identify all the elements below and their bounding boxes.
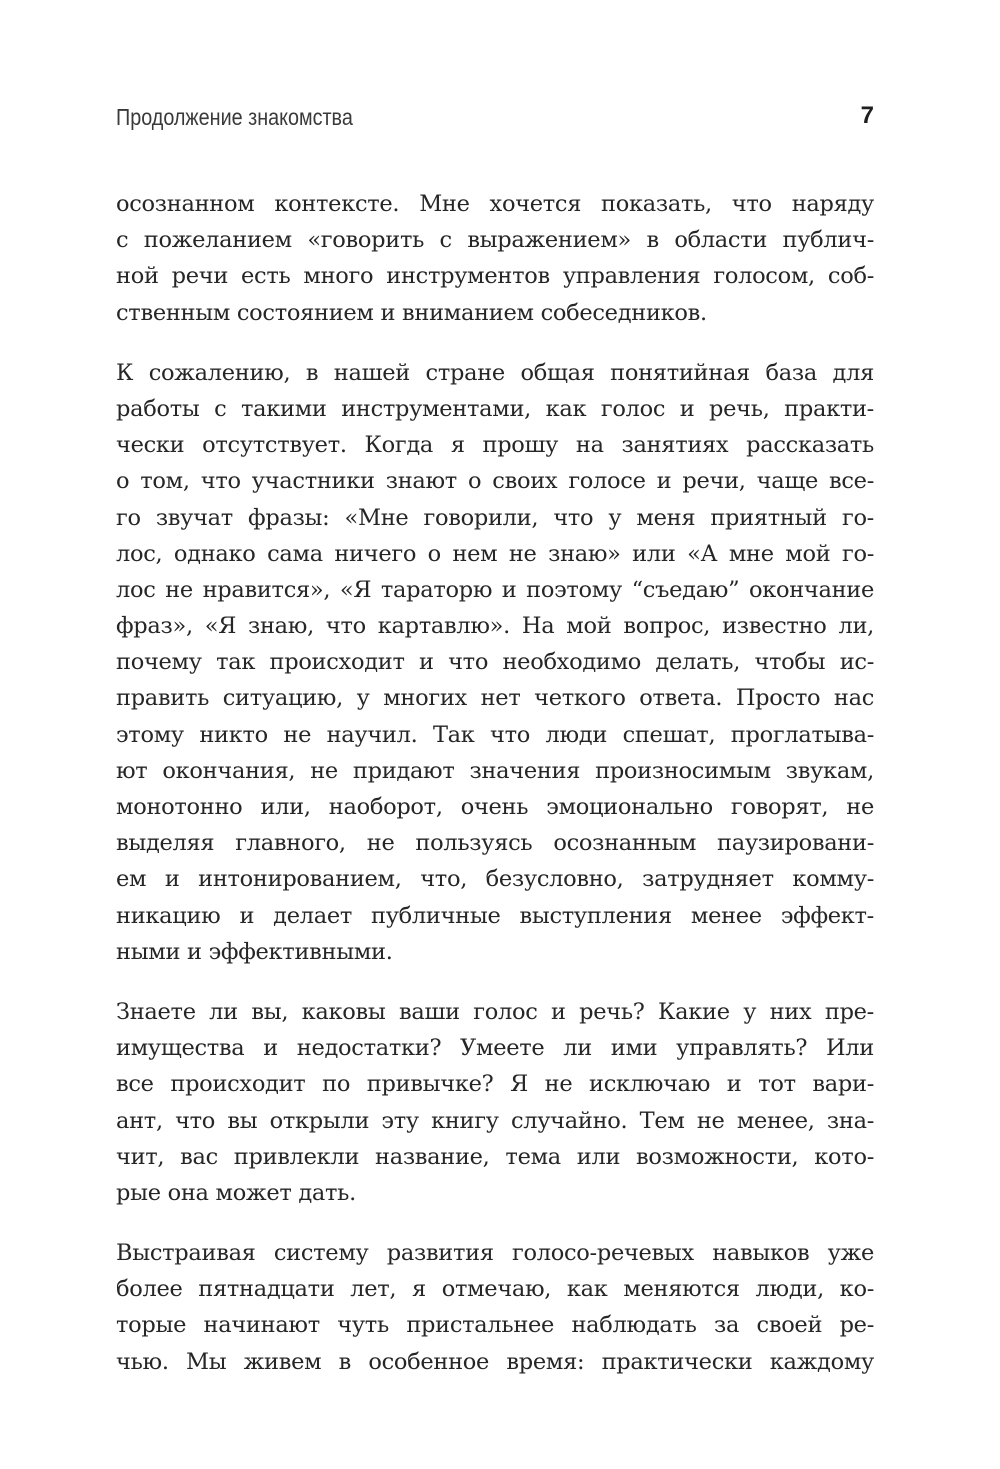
text-line: фраз», «Я знаю, что картавлю». На мой вопрос, известно ли,: [116, 613, 874, 640]
text-line: этому никто не научил. Так что люди спешат, проглатыва-: [116, 721, 874, 748]
text-line: рые она может дать.: [116, 1179, 356, 1206]
text-line: править ситуацию, у многих нет четкого ответа. Просто нас: [116, 685, 874, 712]
text-line: монотонно или, наоборот, очень эмоционально говорят, не: [116, 794, 874, 820]
text-line: осознанном контексте. Мне хочется показать, что наряду: [116, 191, 874, 217]
text-line: почему так происходит и что необходимо делать, чтобы ис-: [116, 649, 874, 676]
paragraph: [116, 186, 874, 331]
text-line: ант, что вы открыли эту книгу случайно. Тем не менее, зна-: [116, 1107, 874, 1134]
running-header: [116, 100, 874, 140]
page-number: 7: [860, 102, 874, 129]
text-line: лос не нравится», «Я тараторю и поэтому “съедаю” окончание: [116, 576, 874, 603]
text-line: более пятнадцати лет, я отмечаю, как меняются люди, ко-: [116, 1276, 874, 1303]
text-line: чески отсутствует. Когда я прошу на занятиях рассказать: [116, 432, 874, 459]
text-line: ют окончания, не придают значения произносимым звукам,: [116, 757, 874, 784]
text-line: ственным состоянием и вниманием собеседников.: [116, 299, 707, 326]
text-line: с пожеланием «говорить с выражением» в области публич-: [116, 227, 874, 254]
text-line: торые начинают чуть пристальнее наблюдать за своей ре-: [116, 1312, 874, 1339]
body-text: [116, 186, 874, 1404]
text-line: о том, что участники знают о своих голосе и речи, чаще все-: [116, 468, 874, 495]
text-line: ной речи есть много инструментов управления голосом, соб-: [116, 263, 874, 290]
paragraph: [116, 355, 874, 970]
text-line: ем и интонированием, что, безусловно, затрудняет комму-: [116, 866, 874, 893]
text-line: чью. Мы живем в особенное время: практически каждому: [116, 1348, 874, 1375]
text-line: никацию и делает публичные выступления менее эффект-: [116, 902, 874, 929]
text-line: го звучат фразы: «Мне говорили, что у меня приятный го-: [116, 504, 874, 531]
paragraph: [116, 1235, 874, 1380]
text-line: работы с такими инструментами, как голос и речь, практи-: [116, 395, 874, 422]
text-line: лос, однако сама ничего о нем не знаю» или «А мне мой го-: [116, 540, 874, 567]
text-line: Знаете ли вы, каковы ваши голос и речь? Какие у них пре-: [116, 998, 874, 1025]
text-line: все происходит по привычке? Я не исключаю и тот вари-: [116, 1071, 874, 1098]
running-title: Продолжение знакомства: [116, 104, 353, 130]
text-line: К сожалению, в нашей стране общая понятийная база для: [116, 359, 874, 386]
text-line: имущества и недостатки? Умеете ли ими управлять? Или: [116, 1035, 874, 1062]
paragraph: [116, 994, 874, 1211]
text-line: Выстраивая систему развития голосо-речевых навыков уже: [116, 1240, 874, 1267]
text-line: ными и эффективными.: [116, 938, 393, 965]
text-line: выделяя главного, не пользуясь осознанным паузировани-: [116, 830, 874, 857]
text-line: чит, вас привлекли название, тема или возможности, кото-: [116, 1143, 874, 1170]
